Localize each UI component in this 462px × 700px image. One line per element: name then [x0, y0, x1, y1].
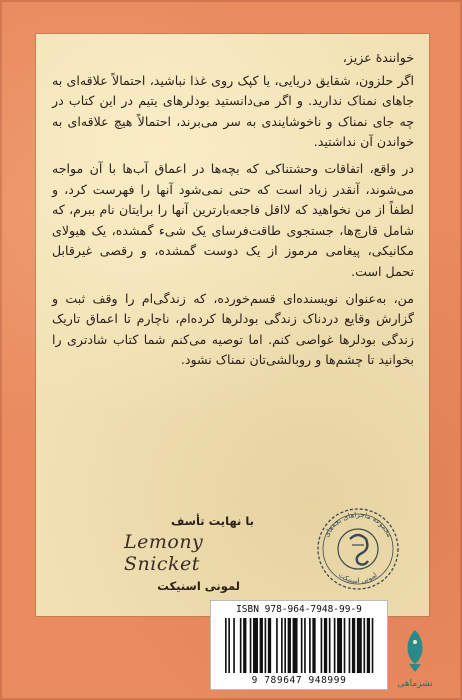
signature-name: لمونی اسنیکت: [157, 579, 240, 593]
barcode-bar: [334, 618, 336, 673]
isbn-label: ISBN 978-964-7948-99-9: [236, 604, 362, 615]
barcode-bar: [243, 618, 246, 673]
letter-greeting: خوانندهٔ عزیز،: [342, 50, 414, 65]
barcode-bar: [260, 618, 263, 673]
barcode-bars: [225, 618, 375, 673]
barcode-bar: [321, 618, 323, 673]
barcode-bar: [309, 618, 311, 673]
barcode-digits: 9 789647 948999: [251, 675, 347, 686]
barcode-bar: [357, 618, 362, 673]
stamp-text-top: مجموعه ماجراهای بچه‌های: [322, 510, 394, 539]
barcode-bar: [265, 618, 267, 673]
barcode-bar: [329, 618, 331, 673]
letter-paragraph-2: در واقع، اتفاقات وحشتناکی که بچه‌ها در اعماق آب‌ها با آن مواجه می‌شوند، آنقدر زیاد است که حتی نمی‌شود آنها را فهرست کرد، و لطفاً از من نخواهید که لااقل فاجعه‌بارترین آنها را برایتان نام ببرم، که شامل قارچ‌ها، جستجوی طاقت‌فرسای یک شیء گمشده، یک هیولای مکانیکی، پیغامی مرموز از یک دوست گمشده، و رقصی غیرقابل تحمل است.: [52, 160, 414, 279]
barcode-bar: [284, 618, 286, 673]
barcode-bar: [304, 618, 306, 673]
signature-script: Lemony Snicket: [124, 531, 204, 575]
barcode-bar: [367, 618, 370, 673]
barcode-bar: [276, 618, 278, 673]
barcode-bar: [312, 618, 315, 673]
barcode-bar: [372, 618, 374, 673]
stamp-text-bottom: لمونی اسنیکت: [337, 570, 379, 586]
series-stamp-logo: [316, 507, 400, 591]
barcode-bar: [281, 618, 283, 673]
barcode-box: [210, 600, 388, 690]
letter-text: [52, 48, 414, 377]
fish-icon: [408, 630, 423, 664]
barcode-bar: [240, 618, 242, 673]
barcode-bar: [324, 618, 327, 673]
barcode-bar: [228, 618, 230, 673]
barcode-bar: [233, 618, 235, 673]
barcode-bar: [268, 618, 271, 673]
back-cover-panel: [36, 34, 429, 616]
barcode-bar: [301, 618, 303, 673]
barcode-bar: [293, 618, 298, 673]
barcode-bar: [349, 618, 351, 673]
barcode-bar: [352, 618, 355, 673]
barcode-bar: [363, 618, 365, 673]
barcode-bar: [337, 618, 342, 673]
barcode-bar: [225, 618, 227, 673]
publisher-name: نشرماهی: [397, 679, 433, 689]
letter-paragraph-1: اگر حلزون، شقایق دریایی، یا کپک روی غذا نباشید، احتمالاً علاقه‌ای به جاهای نمناک ندارید. و اگر می‌دانستید بودلرهای یتیم در این کتاب در چه جای نمناک و ناخوشایندی به سر می‌برند، احتمالاً هیچ علاقه‌ای به خواندن آن نداشتید.: [52, 72, 414, 150]
barcode-bar: [253, 618, 258, 673]
barcode-bar: [344, 618, 346, 673]
signature-block: [124, 514, 274, 593]
letter-paragraph-3: من، به‌عنوان نویسنده‌ای قسم‌خورده، که زندگی‌ام را وقف ثبت و گزارش وقایع دردناک زندگی بودلرها کرده‌ام، ناچارم تا اعماق تاریک زندگی بودلرها غواصی کنم. اما توصیه می‌کنم شما کتاب شادتری را بخوانید تا چشم‌ها و روبالشی‌تان نمناک نشود.: [52, 290, 414, 368]
barcode-bar: [250, 618, 252, 673]
publisher-logo: [395, 626, 435, 690]
barcode-bar: [288, 618, 291, 673]
signature-regards: با نهایت تأسف: [170, 514, 254, 528]
